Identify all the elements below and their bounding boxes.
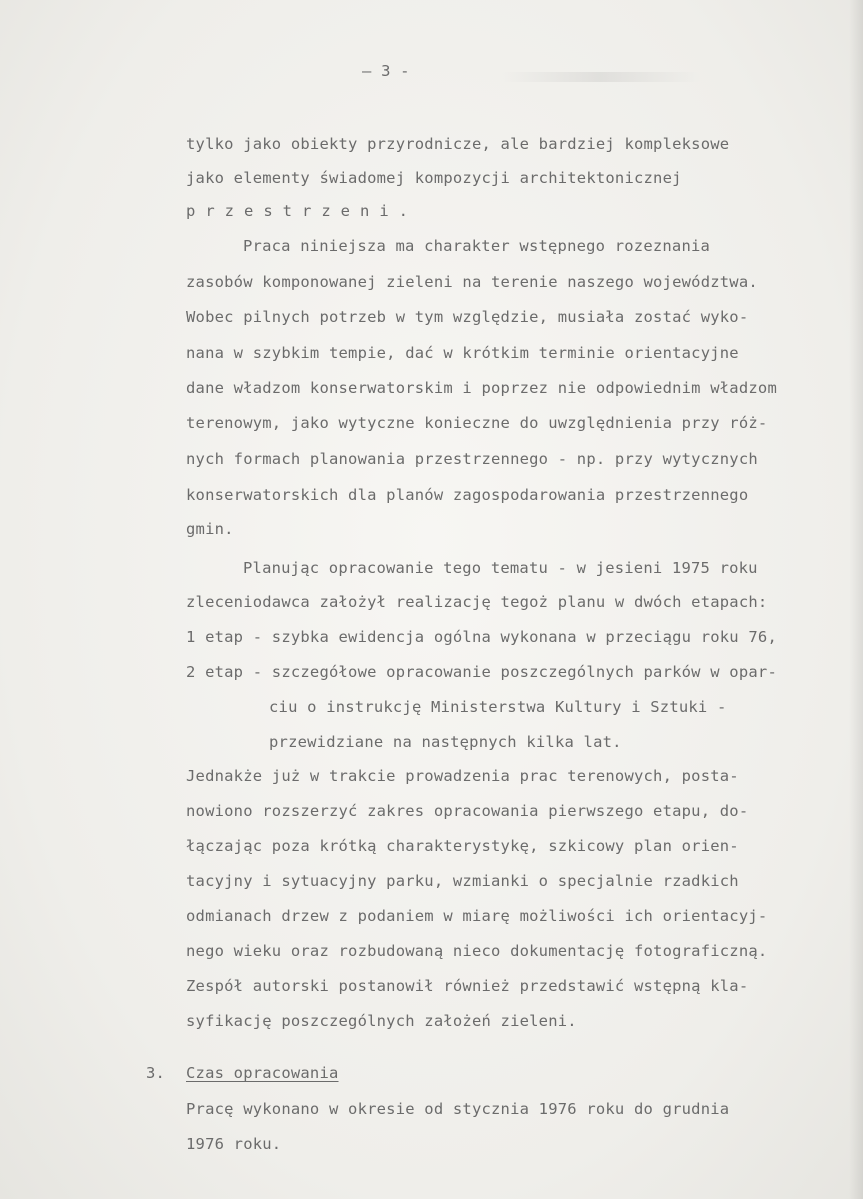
page-number: — 3 - <box>362 62 410 80</box>
text-line: Planując opracowanie tego tematu - w jesieni 1975 roku <box>243 559 758 577</box>
text-line: 1 etap - szybka ewidencja ogólna wykonana w przeciągu roku 76, <box>186 628 777 646</box>
text-line: Pracę wykonano w okresie od stycznia 1976 roku do grudnia <box>186 1100 730 1118</box>
text-line: Praca niniejsza ma charakter wstępnego rozeznania <box>243 237 711 255</box>
text-line: dane władzom konserwatorskim i poprzez nie odpowiednim władzom <box>186 379 777 397</box>
text-line: tylko jako obiekty przyrodnicze, ale bardziej kompleksowe <box>186 135 730 153</box>
text-line: odmianach drzew z podaniem w miarę możliwości ich orientacyj- <box>186 907 768 925</box>
text-line: zleceniodawca założył realizację tegoż planu w dwóch etapach: <box>186 593 768 611</box>
text-line: tacyjny i sytuacyjny parku, wzmianki o specjalnie rzadkich <box>186 872 739 890</box>
text-line: nego wieku oraz rozbudowaną nieco dokumentację fotograficzną. <box>186 942 768 960</box>
text-line: Jednakże już w trakcie prowadzenia prac terenowych, posta- <box>186 767 739 785</box>
text-line: przewidziane na następnych kilka lat. <box>269 733 622 751</box>
text-line: konserwatorskich dla planów zagospodarowania przestrzennego <box>186 486 749 504</box>
text-line: nowiono rozszerzyć zakres opracowania pierwszego etapu, do- <box>186 802 749 820</box>
text-line: gmin. <box>186 520 234 538</box>
text-line: terenowym, jako wytyczne konieczne do uwzględnienia przy róż- <box>186 414 768 432</box>
text-line: zasobów komponowanej zieleni na terenie naszego województwa. <box>186 273 758 291</box>
faded-header-mark <box>500 72 700 82</box>
text-line: nych formach planowania przestrzennego - np. przy wytycznych <box>186 450 758 468</box>
text-line: nana w szybkim tempie, dać w krótkim terminie orientacyjne <box>186 344 739 362</box>
text-line: 2 etap - szczegółowe opracowanie poszczególnych parków w opar- <box>186 663 777 681</box>
section-number: 3. <box>146 1064 166 1082</box>
text-line: syfikację poszczególnych założeń zieleni. <box>186 1012 577 1030</box>
page-edge-shadow <box>849 0 863 1199</box>
text-line: przestrzeni. <box>186 202 418 220</box>
text-line: jako elementy świadomej kompozycji architektonicznej <box>186 169 682 187</box>
text-line: Wobec pilnych potrzeb w tym względzie, musiała zostać wyko- <box>186 308 749 326</box>
text-line: 1976 roku. <box>186 1135 282 1153</box>
text-line: łączając poza krótką charakterystykę, szkicowy plan orien- <box>186 837 739 855</box>
text-line: ciu o instrukcję Ministerstwa Kultury i Sztuki - <box>269 698 727 716</box>
text-line: Zespół autorski postanowił również przedstawić wstępną kla- <box>186 977 749 995</box>
section-heading: Czas opracowania <box>186 1064 339 1082</box>
